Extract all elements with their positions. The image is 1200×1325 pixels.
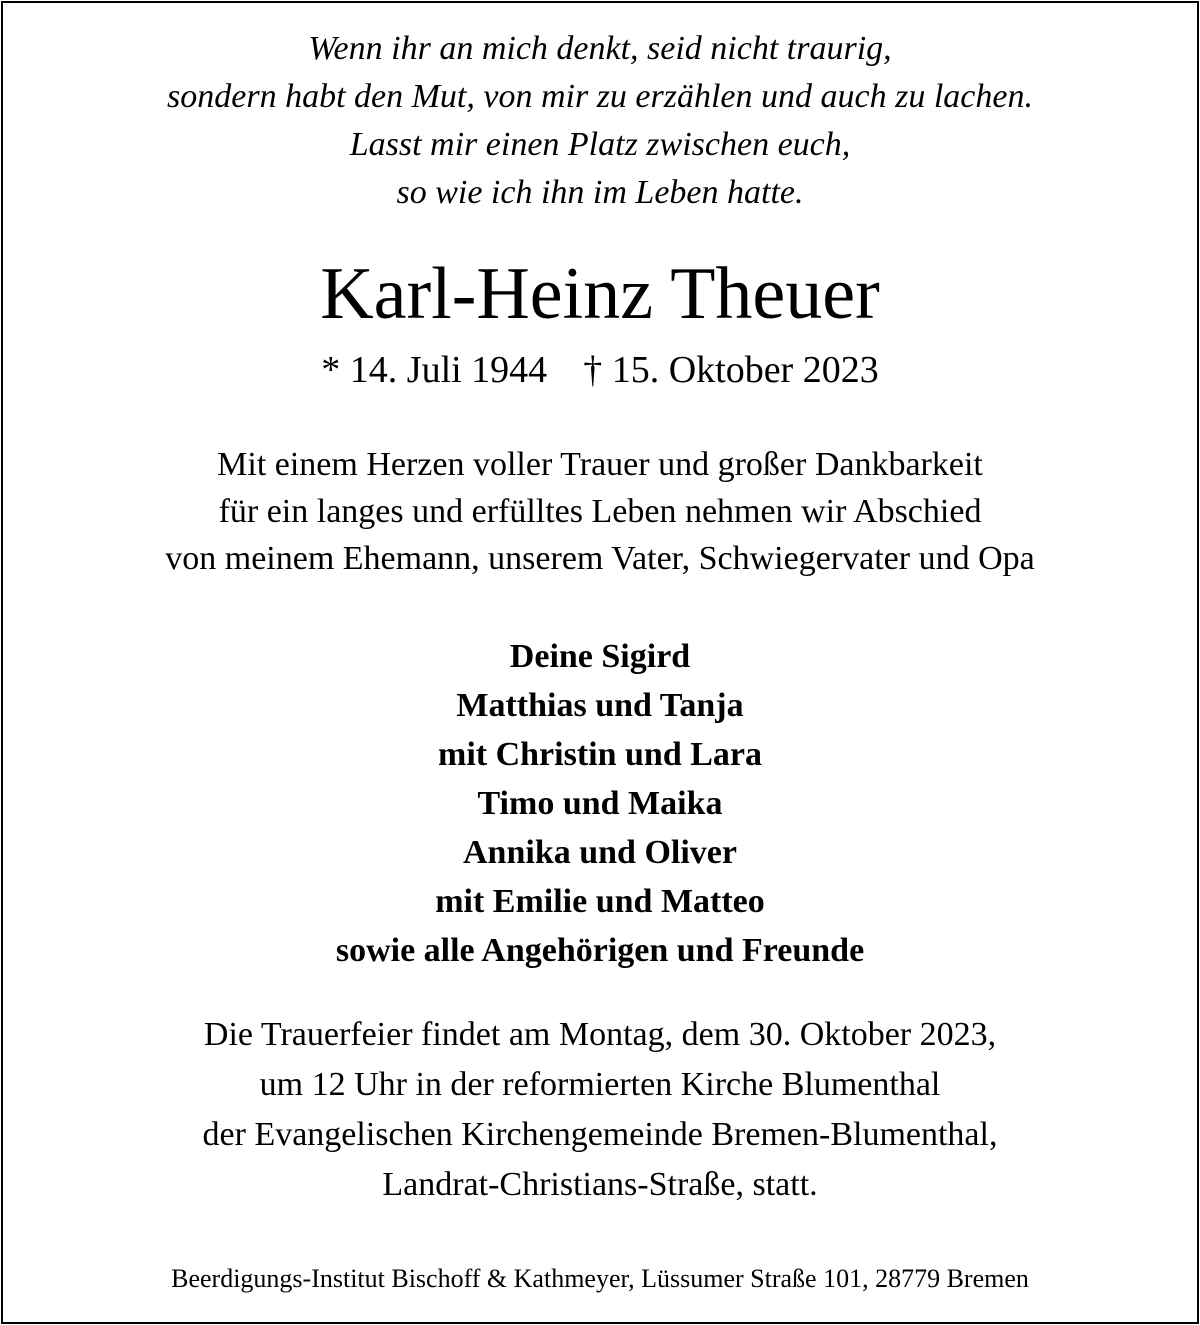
mourner-line: mit Christin und Lara <box>438 736 762 773</box>
ceremony-line: Die Trauerfeier findet am Montag, dem 30. Oktober 2023, <box>203 1016 997 1053</box>
message-line: von meinem Ehemann, unserem Vater, Schwiegervater und Opa <box>165 540 1035 577</box>
ceremony-line: Landrat-Christians-Straße, statt. <box>382 1166 818 1203</box>
mourner-line: Timo und Maika <box>477 785 723 822</box>
poem-line: so wie ich ihn im Leben hatte. <box>396 174 804 211</box>
farewell-message <box>0 441 1200 582</box>
deceased-name: Karl-Heinz Theuer <box>320 253 880 335</box>
mourner-line: mit Emilie und Matteo <box>435 883 765 920</box>
ceremony-info <box>0 1010 1200 1210</box>
ceremony-line: um 12 Uhr in der reformierten Kirche Blumenthal <box>259 1066 941 1103</box>
mourner-line: Deine Sigird <box>509 638 691 675</box>
mourner-line: Matthias und Tanja <box>456 687 744 724</box>
mourners-list <box>0 632 1200 975</box>
mourner-line: sowie alle Angehörigen und Freunde <box>335 932 865 969</box>
poem-line: sondern habt den Mut, von mir zu erzählen und auch zu lachen. <box>167 78 1033 115</box>
poem-verse <box>0 25 1200 217</box>
mourner-line: Annika und Oliver <box>463 834 737 871</box>
ceremony-line: der Evangelischen Kirchengemeinde Bremen-Blumenthal, <box>202 1116 998 1153</box>
funeral-home-footer: Beerdigungs-Institut Bischoff & Kathmeyer, Lüssumer Straße 101, 28779 Bremen <box>171 1264 1029 1293</box>
poem-line: Lasst mir einen Platz zwischen euch, <box>349 126 851 163</box>
birth-date: * 14. Juli 1944 <box>321 349 548 391</box>
message-line: Mit einem Herzen voller Trauer und großer Dankbarkeit <box>217 446 983 483</box>
poem-line: Wenn ihr an mich denkt, seid nicht traurig, <box>308 30 892 67</box>
life-dates <box>0 346 1200 394</box>
message-line: für ein langes und erfülltes Leben nehmen wir Abschied <box>218 493 982 530</box>
death-date: † 15. Oktober 2023 <box>583 349 879 391</box>
